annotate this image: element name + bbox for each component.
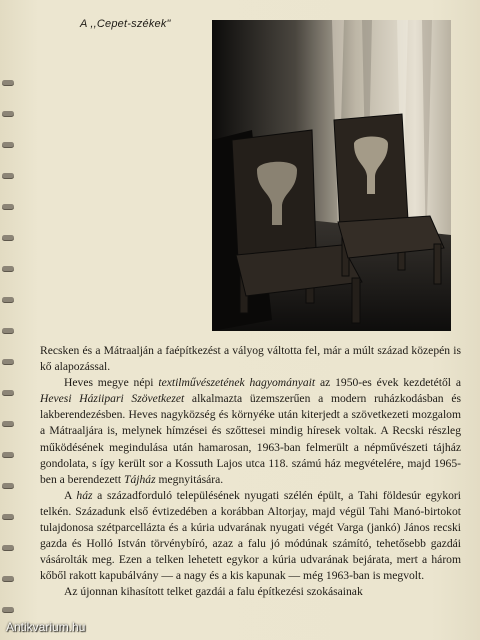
text-run: alkalmazta üzemszerűen a modern ruházkodásban és lakberendezésben. Heves nagyközség és környéke után kiterjedt a szövetkezeti mozgalom a Mátraaljára is, melynek hímzései és szőttesei mindig híresek voltak. A Recski részleg működésének megindulása után hamarosan, 1963-ban felmerült a népművészeti tájház gondolata, s így került sor a Kossuth Lajos utca 118. számú ház megvételére, majd 1965-ben a berendezett: [40, 392, 461, 486]
binding-ring: [2, 142, 14, 147]
italic-phrase: textilművészetének hagyományait: [158, 376, 316, 390]
paragraph: [40, 375, 461, 488]
watermark: Antikvarium.hu: [6, 620, 86, 634]
binding-ring: [2, 607, 14, 612]
binding-ring: [2, 576, 14, 581]
binding-ring: [2, 235, 14, 240]
binding-ring: [2, 266, 14, 271]
paragraph: [40, 584, 461, 600]
italic-phrase: ház: [76, 488, 93, 502]
text-run: Recsken és a Mátraalján a faépítkezést a vályog váltotta fel, már a múlt század közepén is kő alapozással.: [40, 344, 461, 374]
photo-caption: A ,,Cepet-székek": [80, 18, 171, 30]
body-text: [40, 343, 461, 601]
text-run: megnyitására.: [155, 472, 224, 486]
binding-ring: [2, 111, 14, 116]
text-run: Heves megye népi: [64, 376, 159, 390]
spiral-binding: [0, 0, 14, 640]
binding-ring: [2, 204, 14, 209]
italic-phrase: Tájház: [124, 472, 156, 486]
binding-ring: [2, 390, 14, 395]
italic-phrase: Hevesi Háziipari Szövetkezet: [40, 392, 185, 406]
binding-ring: [2, 173, 14, 178]
paragraph: [40, 343, 461, 375]
carved-chairs-icon: [212, 20, 451, 331]
text-run: az 1950-es évek kezdetétől a: [315, 376, 461, 390]
chairs-photo: [212, 20, 451, 331]
binding-ring: [2, 545, 14, 550]
binding-ring: [2, 359, 14, 364]
binding-ring: [2, 80, 14, 85]
binding-ring: [2, 328, 14, 333]
binding-ring: [2, 421, 14, 426]
binding-ring: [2, 483, 14, 488]
paragraph: [40, 488, 461, 585]
text-run: Az újonnan kihasított telket gazdái a falu építkezési szokásainak: [64, 585, 363, 599]
binding-ring: [2, 452, 14, 457]
binding-ring: [2, 514, 14, 519]
binding-ring: [2, 297, 14, 302]
text-run: a századforduló településének nyugati szélén épült, a Tahi földesúr egykori telkén. Századunk első évtizedében a korábban Altorjay, majd végül Tahi Manó-birtokot tulajdonosa szétparcellázta és a kúria udvarának nyugati végét Varga (jankó) János recski gazda és Holló István törvénybíró, azaz a falu jó módúnak számító, tehetősebb gazdái vásárolták meg. Ezen a telken lehetett egykor a kúria udvarának bejárata, mert a három kőből rakott kapubálvány — a nagy és a kis kapunak — még 1963-ban is megvolt.: [40, 488, 461, 583]
text-run: A: [64, 488, 77, 502]
